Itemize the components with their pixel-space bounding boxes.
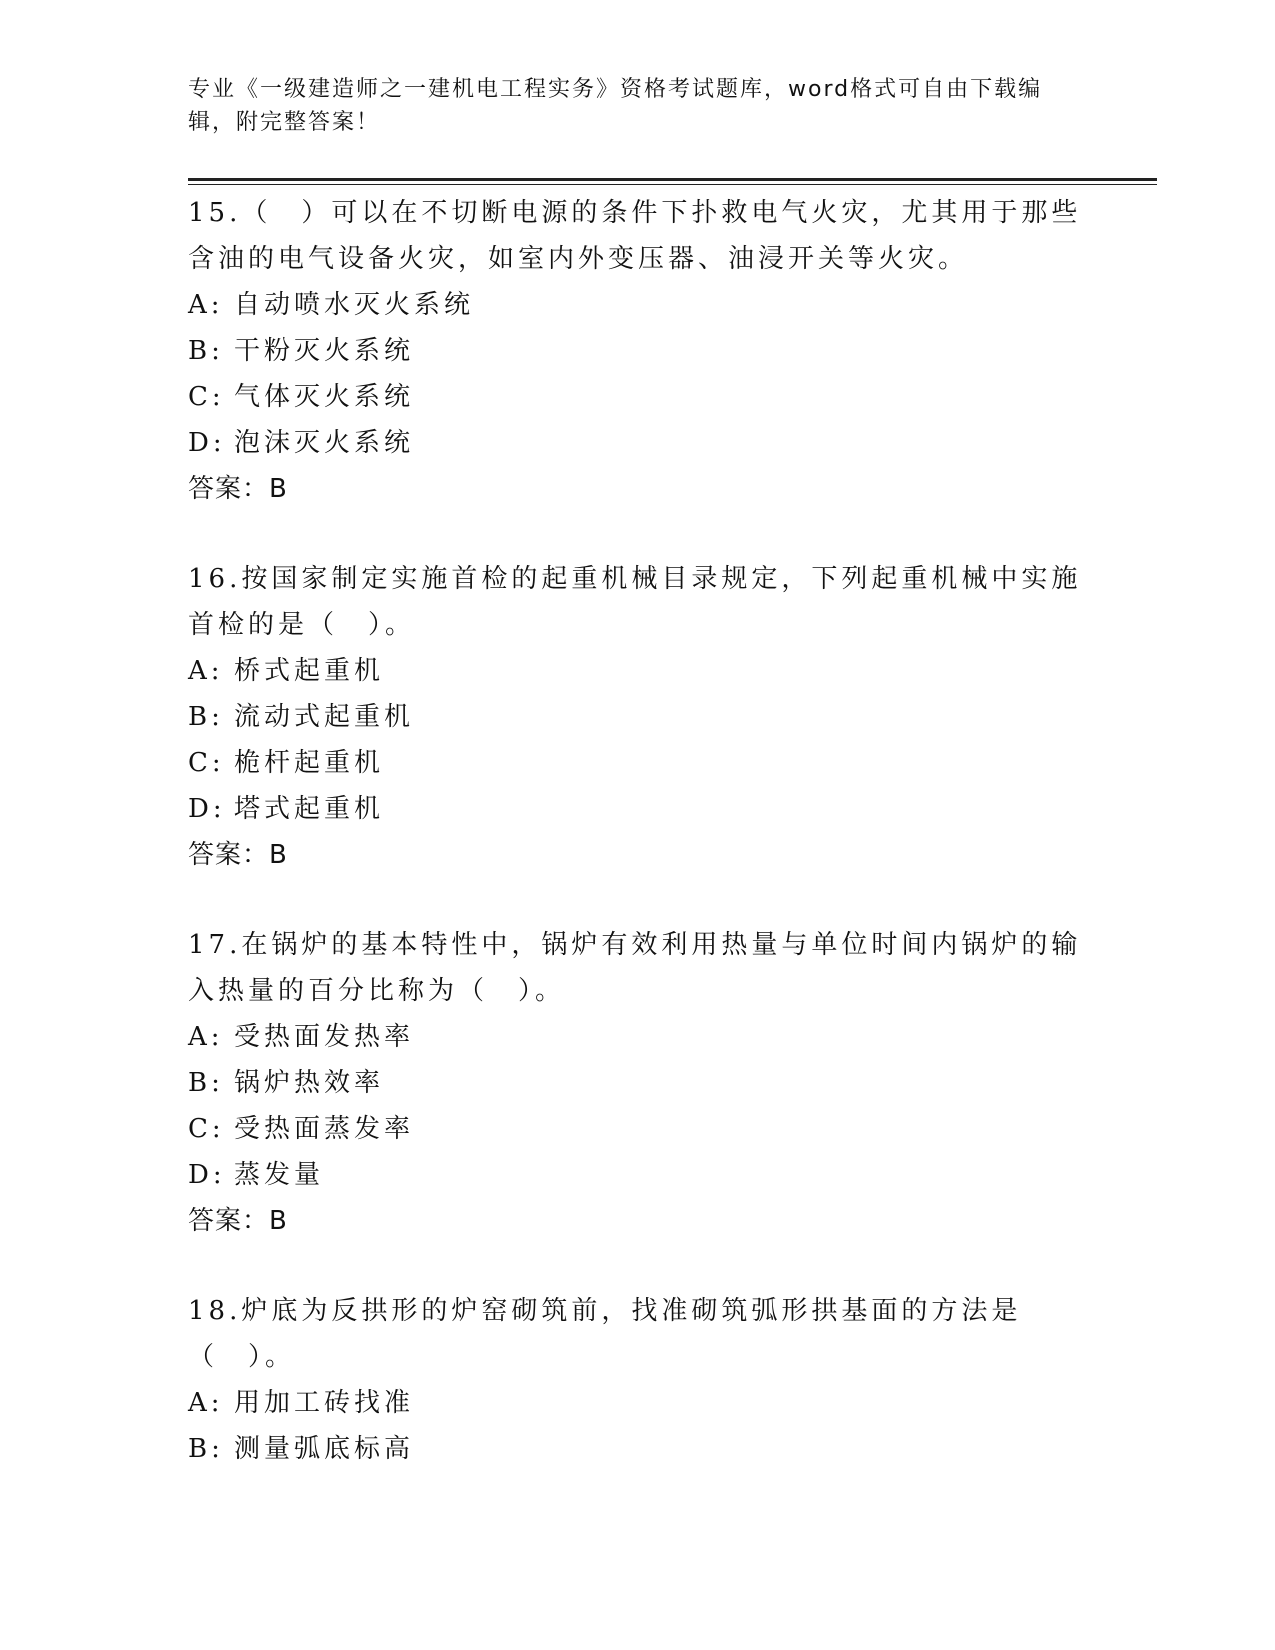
option-text: 干粉灭火系统: [234, 336, 415, 366]
question-stem: 17.在锅炉的基本特性中，锅炉有效利用热量与单位时间内锅炉的输入热量的百分比称为（ ）。: [188, 930, 1082, 1006]
option-key: A:: [188, 1388, 224, 1418]
option-text: 塔式起重机: [234, 794, 385, 824]
option-a: [188, 1014, 1088, 1060]
option-c: [188, 1106, 1088, 1152]
option-key: D:: [188, 1160, 226, 1190]
header-divider-thin: [188, 184, 1157, 185]
option-key: D:: [188, 428, 226, 458]
option-key: B:: [188, 1068, 224, 1098]
question-list: [188, 190, 1088, 1516]
option-key: D:: [188, 794, 226, 824]
option-a: [188, 282, 1088, 328]
answer-label: 答案：B: [188, 474, 288, 504]
option-key: B:: [188, 1434, 224, 1464]
option-text: 用加工砖找准: [234, 1388, 415, 1418]
option-a: [188, 1380, 1088, 1426]
option-text: 自动喷水灭火系统: [234, 290, 475, 320]
option-text: 受热面蒸发率: [234, 1114, 415, 1144]
option-key: C:: [188, 1114, 225, 1144]
option-text: 流动式起重机: [234, 702, 415, 732]
option-d: [188, 786, 1088, 832]
option-b: [188, 1426, 1088, 1472]
option-text: 受热面发热率: [234, 1022, 415, 1052]
option-key: B:: [188, 702, 224, 732]
option-text: 桅杆起重机: [234, 748, 385, 778]
question-16: [188, 556, 1088, 878]
option-c: [188, 740, 1088, 786]
option-text: 锅炉热效率: [234, 1068, 385, 1098]
option-text: 蒸发量: [234, 1160, 325, 1190]
header-divider-thick: [188, 178, 1157, 181]
option-text: 测量弧底标高: [234, 1434, 415, 1464]
option-text: 泡沫灭火系统: [234, 428, 415, 458]
document-header: 专业《一级建造师之一建机电工程实务》资格考试题库，word格式可自由下载编辑，附完整答案！: [188, 77, 1043, 135]
option-key: A:: [188, 290, 224, 320]
answer-label: 答案：B: [188, 840, 288, 870]
answer-label: 答案：B: [188, 1206, 288, 1236]
question-stem: 18.炉底为反拱形的炉窑砌筑前，找准砌筑弧形拱基面的方法是（ ）。: [188, 1296, 1022, 1372]
question-stem: 15.（ ）可以在不切断电源的条件下扑救电气火灾，尤其用于那些含油的电气设备火灾，如室内外变压器、油浸开关等火灾。: [188, 198, 1082, 274]
option-d: [188, 420, 1088, 466]
option-c: [188, 374, 1088, 420]
question-18: [188, 1288, 1088, 1472]
option-key: C:: [188, 748, 225, 778]
option-d: [188, 1152, 1088, 1198]
question-15: [188, 190, 1088, 512]
option-key: B:: [188, 336, 224, 366]
option-key: A:: [188, 1022, 224, 1052]
option-b: [188, 694, 1088, 740]
option-text: 桥式起重机: [234, 656, 385, 686]
option-key: A:: [188, 656, 224, 686]
option-a: [188, 648, 1088, 694]
option-text: 气体灭火系统: [234, 382, 415, 412]
option-b: [188, 328, 1088, 374]
question-17: [188, 922, 1088, 1244]
option-b: [188, 1060, 1088, 1106]
question-stem: 16.按国家制定实施首检的起重机械目录规定，下列起重机械中实施首检的是（ ）。: [188, 564, 1082, 640]
option-key: C:: [188, 382, 225, 412]
